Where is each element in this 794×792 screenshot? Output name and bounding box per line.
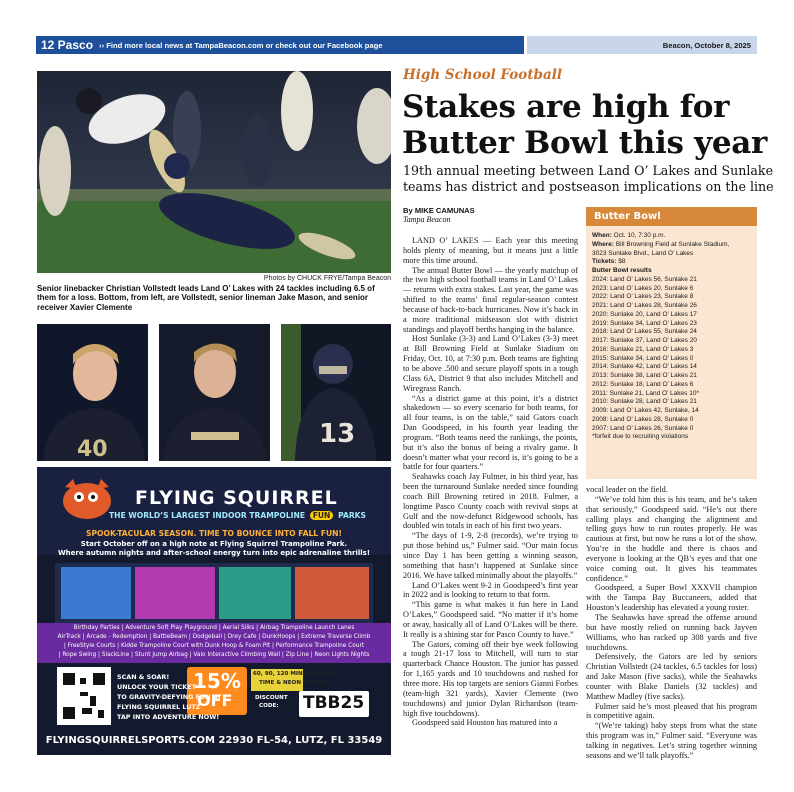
result-row: 2018: Land O’ Lakes 55, Sunlake 24: [592, 328, 697, 336]
ad-tagline-text: THE WORLD’S LARGEST INDOOR TRAMPOLINE: [109, 511, 306, 520]
portrait-vollstedt: [37, 324, 148, 461]
ad-headline: SPOOK-TACULAR SEASON. TIME TO BOUNCE INTO FALL FUN!: [86, 529, 342, 538]
page-label: 12 Pasco: [41, 38, 94, 52]
ad-scan-1: SCAN & SOAR!: [117, 673, 170, 681]
results-label-text: Butter Bowl results: [592, 267, 652, 274]
result-row: 2007: Land O’ Lakes 26, Sunlake 0: [592, 424, 694, 432]
ad-scan-2: UNLOCK YOUR TICKET: [117, 683, 196, 691]
ad-code-label-2: CODE:: [259, 703, 279, 709]
ad-footer[interactable]: FLYINGSQUIRRELSPORTS.COM 22930 FL-54, LUTZ, FL 33549: [45, 735, 383, 746]
tickets-value: $8: [618, 258, 626, 266]
ad-features-1: Birthday Parties | Adventure Soft Play Playground | Aerial Silks | Airbag Trampoline Launch Lanes: [73, 625, 355, 631]
portrait-image: [281, 324, 391, 461]
article-column-2: [586, 485, 757, 761]
portrait-mason: [159, 324, 270, 461]
headline-line-1: Stakes are high for: [402, 89, 730, 125]
sidebar-box: [586, 226, 757, 479]
result-row: 2016: Sunlake 21, Land O’ Lakes 3: [592, 345, 694, 353]
paragraph: “We’ve told him this is his team, and he’s taken that seriously,” Goodspeed said. “He’s out there calling plays and changing the alignment and telling guys how to run routes properly. He was cautious at first, but now he runs a lot of the show. You’re in the huddle and there is chaos and everyone is looking at the QB’s eyes and that one voice coming out. It gives his teammates confidence.”: [586, 494, 757, 583]
result-row: 2013: Sunlake 38, Land O’ Lakes 21: [592, 372, 697, 379]
paragraph: “This game is what makes it fun here in Land O’Lakes,” Goodspeed said. “No matter if it’s home or away, basically all of Land O’Lakes will be there. It really is a shining star for Pasco County to have.”: [403, 600, 578, 639]
result-row: 2014: Sunlake 42, Land O’ Lakes 14: [592, 363, 697, 371]
ad-sub-line-2: Where autumn nights and after-school energy turn into epic adrenaline thrills!: [57, 549, 371, 557]
result-row: 2011: Sunlake 21, Land O’ Lakes 10*: [592, 389, 699, 397]
paragraph: Fulmer said he’s most pleased that his program is competitive again.: [586, 701, 757, 721]
paragraph: The Gators, coming off their bye week following a tough 21-17 loss to Mitchell, will turn to star quarterback Chance Houston. The junior has passed for 1,165 yards and 10 touchdowns and rushed for three more. His top targets are seniors Gianni Forbes (team-high 321 yards), Xavier Clemente (two touchdowns) and junior Dylan Richardson (team-high five touchdowns).: [403, 639, 578, 718]
paragraph: Defensively, the Gators are led by seniors Christian Vollstedt (24 tackles, 6.5 tackles for loss) and Jake Mason (five sacks), while the Seahawks counter with Blake Daniels (32 tackles) and Matthew Madley (five sacks).: [586, 652, 757, 701]
main-action-photo: [37, 71, 391, 273]
result-row: 2020: Sunlake 20, Land O’ Lakes 17: [592, 310, 697, 318]
byline-affiliation: Tampa Beacon: [403, 215, 451, 224]
result-row: 2022: Land O’ Lakes 23, Sunlake 8: [592, 293, 694, 301]
header-promo-link[interactable]: ›› Find more local news at TampaBeacon.com or check out our Facebook page: [99, 40, 383, 50]
paragraph: The Seahawks have spread the offense around but have mostly relied on running back Jayven Williams, who has racked up 308 yards and five touchdowns.: [586, 612, 757, 652]
sidebar-tickets: [592, 258, 751, 267]
ad-code-label-1: DISCOUNT: [255, 695, 288, 701]
ad-features-3: | FreeStyle Courts | Kidde Trampoline Court with Dunk Hoop & Foam Pit | Performance Trampoline Court: [63, 643, 365, 649]
sidebar-results-label: [592, 267, 751, 276]
qr-code-icon[interactable]: [60, 670, 108, 722]
byline: By MIKE CAMUNAS: [403, 206, 475, 215]
ad-fun-badge: FUN: [310, 511, 334, 520]
ad-features-4: | Rope Swing | SlackLine | Stunt Jump Airbag | Valo Interactive Climbing Wall | Zip Line | Neon Lights Nights: [58, 652, 370, 658]
when-label: When:: [592, 232, 612, 239]
photo-caption: Senior linebacker Christian Vollstedt leads Land O’ Lakes with 24 tackles including 6.5 of them for a loss. Bottom, from left, are Vollstedt, senior lineman Jake Mason, and senior receiver Xavier Clemente: [37, 284, 375, 312]
paragraph: vocal leader on the field.: [586, 485, 668, 494]
sidebar-where-line-2: 3023 Sunlake Blvd., Land O’ Lakes: [592, 249, 694, 257]
where-value-1: Bill Browning Field at Sunlake Stadium,: [615, 240, 730, 248]
portrait-clemente: [281, 324, 391, 461]
sidebar-when: [592, 232, 751, 241]
sidebar-footnote: *forfeit due to recruiting violations: [592, 433, 689, 441]
result-row: 2023: Land O’ Lakes 20, Sunlake 6: [592, 284, 694, 292]
paragraph: The annual Butter Bowl — the yearly matchup of the two high school football teams in Land O’ Lakes — returns with extra stakes. Last year, the game was shifted to the teams’ final regular-season contest because of back-to-back hurricanes. Now it’s back in a more traditional midseason slot with district standings and playoff berths hanging in the balance.: [403, 265, 579, 334]
ad-scan-3: TO GRAVITY-DEFYING FUN AT: [117, 693, 222, 701]
tickets-label: Tickets:: [592, 258, 617, 266]
result-row: 2017: Sunlake 37, Land O’ Lakes 20: [592, 337, 697, 344]
ad-features-2: AirTrack | Arcade - Redemption | BattleBeam | Dodgeball | Drey Cafe | DunkHoops | Extreme Traverse Climb: [57, 634, 371, 640]
ad-jump-line-1: 60, 90, 120 MINUTE JUMP: [253, 671, 334, 677]
jersey-number: 13: [319, 419, 356, 449]
paragraph: “As a district game at this point, it’s a district shakedown — so every scenario for both teams, for all four teams, is on the table,” said Gators coach Dan Goodspeed, in his fourth year leading the program. “Both teams need the rankings, the points, but it’s also the bonus of being a rivalry game. It doesn’t matter what your record is, it’s going to be a battle for four quarters.”: [403, 393, 578, 472]
sidebar-header: Butter Bowl: [586, 207, 757, 226]
where-label: Where:: [592, 240, 615, 248]
paragraph: Land O’Lakes went 9-2 in Goodspeed’s first year in 2022 and is looking to return to that form.: [403, 580, 578, 600]
headline: [402, 89, 768, 161]
paragraph: “(We’re taking) baby steps from what the state this program was in,” Fulmer said. “Everyone was talking in negatives. Let’s string together winning seasons and we’ll talk playoffs.”: [586, 721, 757, 760]
deck-line-2: teams has district and postseason implications on the line: [403, 179, 774, 194]
article-column-1: [403, 236, 578, 728]
paragraph: LAND O’ LAKES — Each year this meeting holds plenty of meaning, but it means just a little more this time around.: [403, 236, 578, 265]
when-value: Oct. 10, 7:30 p.m.: [613, 232, 666, 239]
headline-line-2: Butter Bowl this year: [402, 125, 768, 161]
football-action-image: [37, 71, 391, 273]
dateline: Beacon, October 8, 2025: [527, 36, 757, 54]
ad-parks-text: PARKS: [338, 511, 367, 520]
kicker: High School Football: [403, 67, 562, 83]
result-row: 2009: Land O’ Lakes 42, Sunlake, 14: [592, 407, 699, 414]
ad-scan-4: FLYING SQUIRREL LUTZ: [117, 703, 201, 711]
ad-discount-off: OFF: [197, 691, 233, 710]
paragraph: Host Sunlake (3-3) and Land O’Lakes (3-3) meet at Bill Browning Field at Sunlake Stadium on Friday, Oct. 10, at 7:30 p.m. Both teams are fighting to be above .500 and secure playoff spots in a tough Class 6A, District 9 that also includes Mitchell and Wiregrass Ranch.: [403, 334, 578, 393]
ad-brand: FLYING SQUIRREL: [135, 487, 338, 509]
result-row: 2008: Land O’ Lakes 28, Sunlake 0: [592, 415, 694, 423]
jersey-number: 40: [77, 437, 108, 461]
ad-scan-5: TAP INTO ADVENTURE NOW!: [117, 713, 220, 721]
ad-discount-code: TBB25: [303, 693, 365, 713]
photo-credit: Photos by CHUCK FRYE/Tampa Beacon: [263, 275, 391, 282]
ad-discount-pct: 15%: [193, 669, 241, 693]
paragraph: “The days of 1-9, 2-8 (records), we’re trying to put those behind us,” Fulmer said. “Our main focus since Day 1 has been getting a winning season, something that hasn’t happened at Sunlake since 2016. We have talked minimally about the playoffs.”: [403, 531, 578, 580]
ad-sub-line-1: Start October off on a high note at Flying Squirrel Trampoline Park.: [80, 540, 348, 548]
result-row: 2010: Sunlake 28, Land O’ Lakes 21: [592, 398, 697, 406]
result-row: 2019: Sunlake 34, Land O’ Lakes 23: [592, 319, 697, 327]
squirrel-mascot-icon: [59, 477, 115, 523]
portrait-image: [159, 324, 270, 461]
deck: [403, 163, 774, 195]
result-row: 2015: Sunlake 34, Land O’ Lakes 0: [592, 354, 694, 362]
result-row: 2012: Sunlake 18, Land O’ Lakes 6: [592, 380, 694, 388]
result-row: 2021: Land O’ Lakes 28, Sunlake 26: [592, 302, 697, 309]
ad-jump-line-2: TIME & NEON LIGHTS: [259, 680, 326, 686]
flying-squirrel-ad[interactable]: [37, 467, 391, 755]
sidebar-where: [592, 241, 751, 250]
paragraph: Goodspeed, a Super Bowl XXXVII champion with the Tampa Bay Buccaneers, added that Houston’s leadership has elevated a young roster.: [586, 583, 757, 613]
paragraph: Seahawks coach Jay Fulmer, in his third year, has been the turnaround Sunlake needed since founding coach Bill Browning retired in 2018. Fulmer, a longtime Pasco County coach with revival stops at Gulf and the now-defunct Ridgewood schools, has doubled win totals in each of his first two years.: [403, 472, 578, 531]
portrait-image: [37, 324, 148, 461]
result-row: 2024: Land O’ Lakes 56, Sunlake 21: [592, 275, 697, 283]
paragraph: Goodspeed said Houston has matured into a: [412, 718, 558, 728]
page-header-bar: [36, 36, 524, 54]
deck-line-1: 19th annual meeting between Land O’ Lakes and Sunlake: [403, 163, 774, 178]
ad-tagline: [109, 511, 366, 520]
